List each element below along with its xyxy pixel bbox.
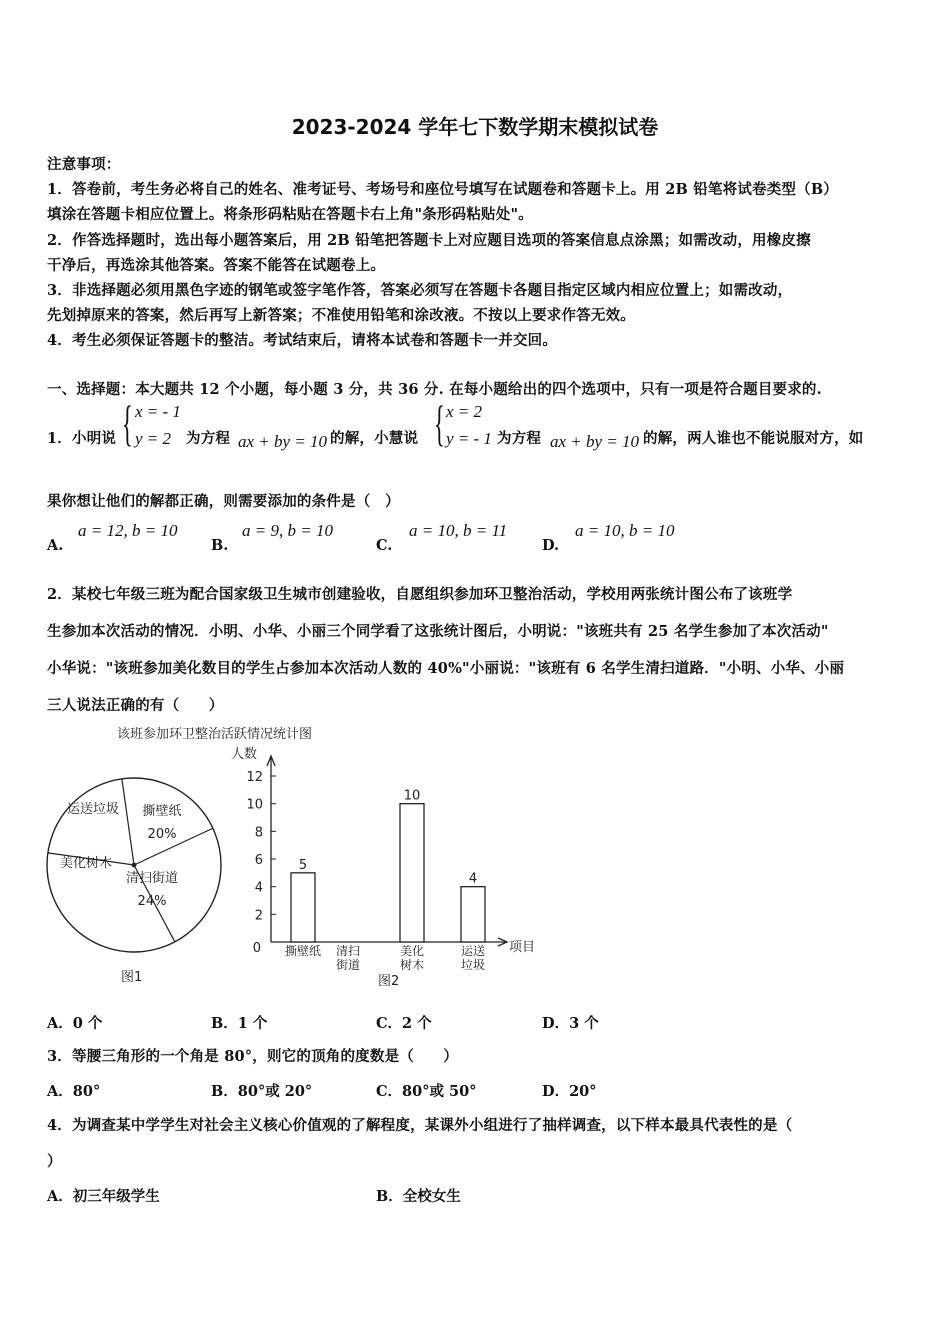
pie-slice-label: 清扫街道 [125, 871, 179, 886]
q2-line: 生参加本次活动的情况．小明、小华、小丽三个同学看了这张统计图后，小明说："该班共有 25 名学生参加了本次活动" [47, 623, 829, 640]
y-tick-label: 2 [254, 908, 263, 924]
y-tick-label: 6 [254, 853, 263, 868]
brace-icon: { [122, 395, 133, 451]
notice-line: 先划掉原来的答案，然后再写上新答案；不准使用铅笔和涂改液。不按以上要求作答无效。 [47, 307, 635, 324]
q1-text: 为方程 [186, 430, 231, 447]
q1-equation2: ax + by = 10 [550, 432, 640, 451]
option-b[interactable]: B．80°或 20° [211, 1083, 313, 1100]
section-heading: 一、选择题：本大题共 12 个小题，每小题 3 分，共 36 分. 在每小题给出的四个选项中，只有一项是符合题目要求的. [47, 381, 822, 398]
bar-chart [225, 742, 555, 974]
option-text[interactable]: a = 9, b = 10 [242, 521, 333, 540]
notice-heading: 注意事项： [47, 156, 121, 173]
x-tick-label: 运送 [460, 944, 486, 958]
x-tick-label: 美化 [399, 944, 425, 958]
option-text[interactable]: a = 10, b = 10 [575, 521, 675, 540]
notice-line: 1．答卷前，考生务必将自己的姓名、准考证号、考场号和座位号填写在试题卷和答题卡上。用 2B 铅笔将试卷类型（B） [47, 181, 838, 198]
q1-system1-line2: y = 2 [135, 429, 172, 448]
q2-line: 小华说："该班参加美化数目的学生占参加本次活动人数的 40%"小丽说："该班有 6 名学生清扫道路．"小明、小华、小丽 [47, 660, 845, 677]
x-tick-label: 撕壁纸 [284, 944, 322, 958]
option-a[interactable]: A．80° [47, 1083, 101, 1100]
option-b[interactable]: B．1 个 [211, 1015, 268, 1032]
bar-value-label: 5 [298, 857, 308, 873]
option-label[interactable]: B. [211, 537, 229, 554]
option-c[interactable]: C．2 个 [376, 1015, 432, 1032]
y-tick-label: 0 [252, 941, 261, 956]
q1-prefix: 1．小明说 [47, 430, 117, 447]
bar-value-label: 10 [403, 788, 421, 804]
y-tick-label: 12 [246, 770, 263, 785]
option-text[interactable]: a = 10, b = 11 [409, 521, 508, 540]
brace-icon: { [434, 395, 445, 451]
q1-system2-line2: y = - 1 [446, 429, 492, 448]
q4-line1: 4．为调查某中学学生对社会主义核心价值观的了解程度，某课外小组进行了抽样调查，以下样本最具代表性的是（ [47, 1117, 793, 1134]
notice-line: 干净后，再选涂其他答案。答案不能答在试题卷上。 [47, 257, 386, 274]
pie-slice-percent: 24% [137, 894, 167, 909]
x-axis-label: 项目 [509, 940, 536, 955]
option-text[interactable]: a = 12, b = 10 [78, 521, 178, 540]
option-c[interactable]: C．80°或 50° [376, 1083, 477, 1100]
x-tick-label: 街道 [335, 958, 361, 972]
page-title: 2023-2024 学年七下数学期末模拟试卷 [291, 115, 659, 139]
notice-line: 2．作答选择题时，选出每小题答案后，用 2B 铅笔把答题卡上对应题目选项的答案信息点涂黑；如需改动，用橡皮擦 [47, 232, 811, 249]
pie-slice-label: 撕壁纸 [142, 804, 182, 819]
x-tick-label: 清扫 [335, 944, 361, 958]
y-tick-label: 8 [254, 825, 263, 841]
option-d[interactable]: D．3 个 [542, 1015, 599, 1032]
bar [461, 887, 485, 942]
pie-chart [40, 768, 230, 968]
q1-system1-line1: x = - 1 [135, 402, 181, 421]
chart-title: 该班参加环卫整治活跃情况统计图 [117, 727, 313, 742]
y-tick-label: 4 [254, 880, 263, 896]
y-axis-label: 人数 [231, 747, 258, 762]
q4-line2: ） [47, 1153, 62, 1170]
q1-line2: 果你想让他们的解都正确，则需要添加的条件是（ ） [47, 493, 400, 510]
bar [400, 804, 424, 942]
q3-text: 3．等腰三角形的一个角是 80°，则它的顶角的度数是（ ） [47, 1048, 459, 1065]
pie-slice-label: 运送垃圾 [66, 802, 120, 817]
q1-text: 的解，两人谁也不能说服对方，如 [643, 430, 864, 447]
option-a[interactable]: A．初三年级学生 [47, 1188, 160, 1205]
notice-line: 3．非选择题必须用黑色字迹的钢笔或签字笔作答，答案必须写在答题卡各题目指定区域内相应位置上；如需改动， [47, 282, 793, 299]
x-tick-label: 树木 [399, 958, 425, 972]
pie-center-dot [132, 863, 137, 868]
option-label[interactable]: C. [376, 537, 393, 554]
bar-value-label: 4 [468, 871, 478, 887]
x-tick-label: 垃圾 [460, 958, 486, 972]
q2-line: 2．某校七年级三班为配合国家级卫生城市创建验收，自愿组织参加环卫整治活动，学校用两张统计图公布了该班学 [47, 586, 793, 603]
bar [291, 873, 315, 942]
notice-line: 4．考生必须保证答题卡的整洁。考试结束后，请将本试卷和答题卡一并交回。 [47, 332, 558, 349]
pie-slice-label: 美化树木 [59, 856, 113, 871]
option-a[interactable]: A．0 个 [47, 1015, 103, 1032]
y-tick-label: 10 [246, 797, 263, 813]
bar-caption: 图2 [378, 974, 400, 989]
q1-text: 为方程 [497, 430, 542, 447]
q1-text: 的解，小慧说 [330, 430, 419, 447]
pie-caption: 图1 [121, 970, 143, 985]
notice-line: 填涂在答题卡相应位置上。将条形码粘贴在答题卡右上角"条形码粘贴处"。 [47, 206, 533, 223]
pie-slice-boundary [122, 779, 134, 865]
pie-slice-percent: 20% [147, 827, 177, 842]
option-label[interactable]: A. [47, 537, 64, 554]
q1-equation1: ax + by = 10 [238, 432, 328, 451]
option-b[interactable]: B．全校女生 [376, 1188, 461, 1205]
option-d[interactable]: D．20° [542, 1083, 597, 1100]
q1-system2-line1: x = 2 [446, 402, 483, 421]
option-label[interactable]: D. [542, 537, 560, 554]
q2-line: 三人说法正确的有（ ） [47, 697, 224, 714]
